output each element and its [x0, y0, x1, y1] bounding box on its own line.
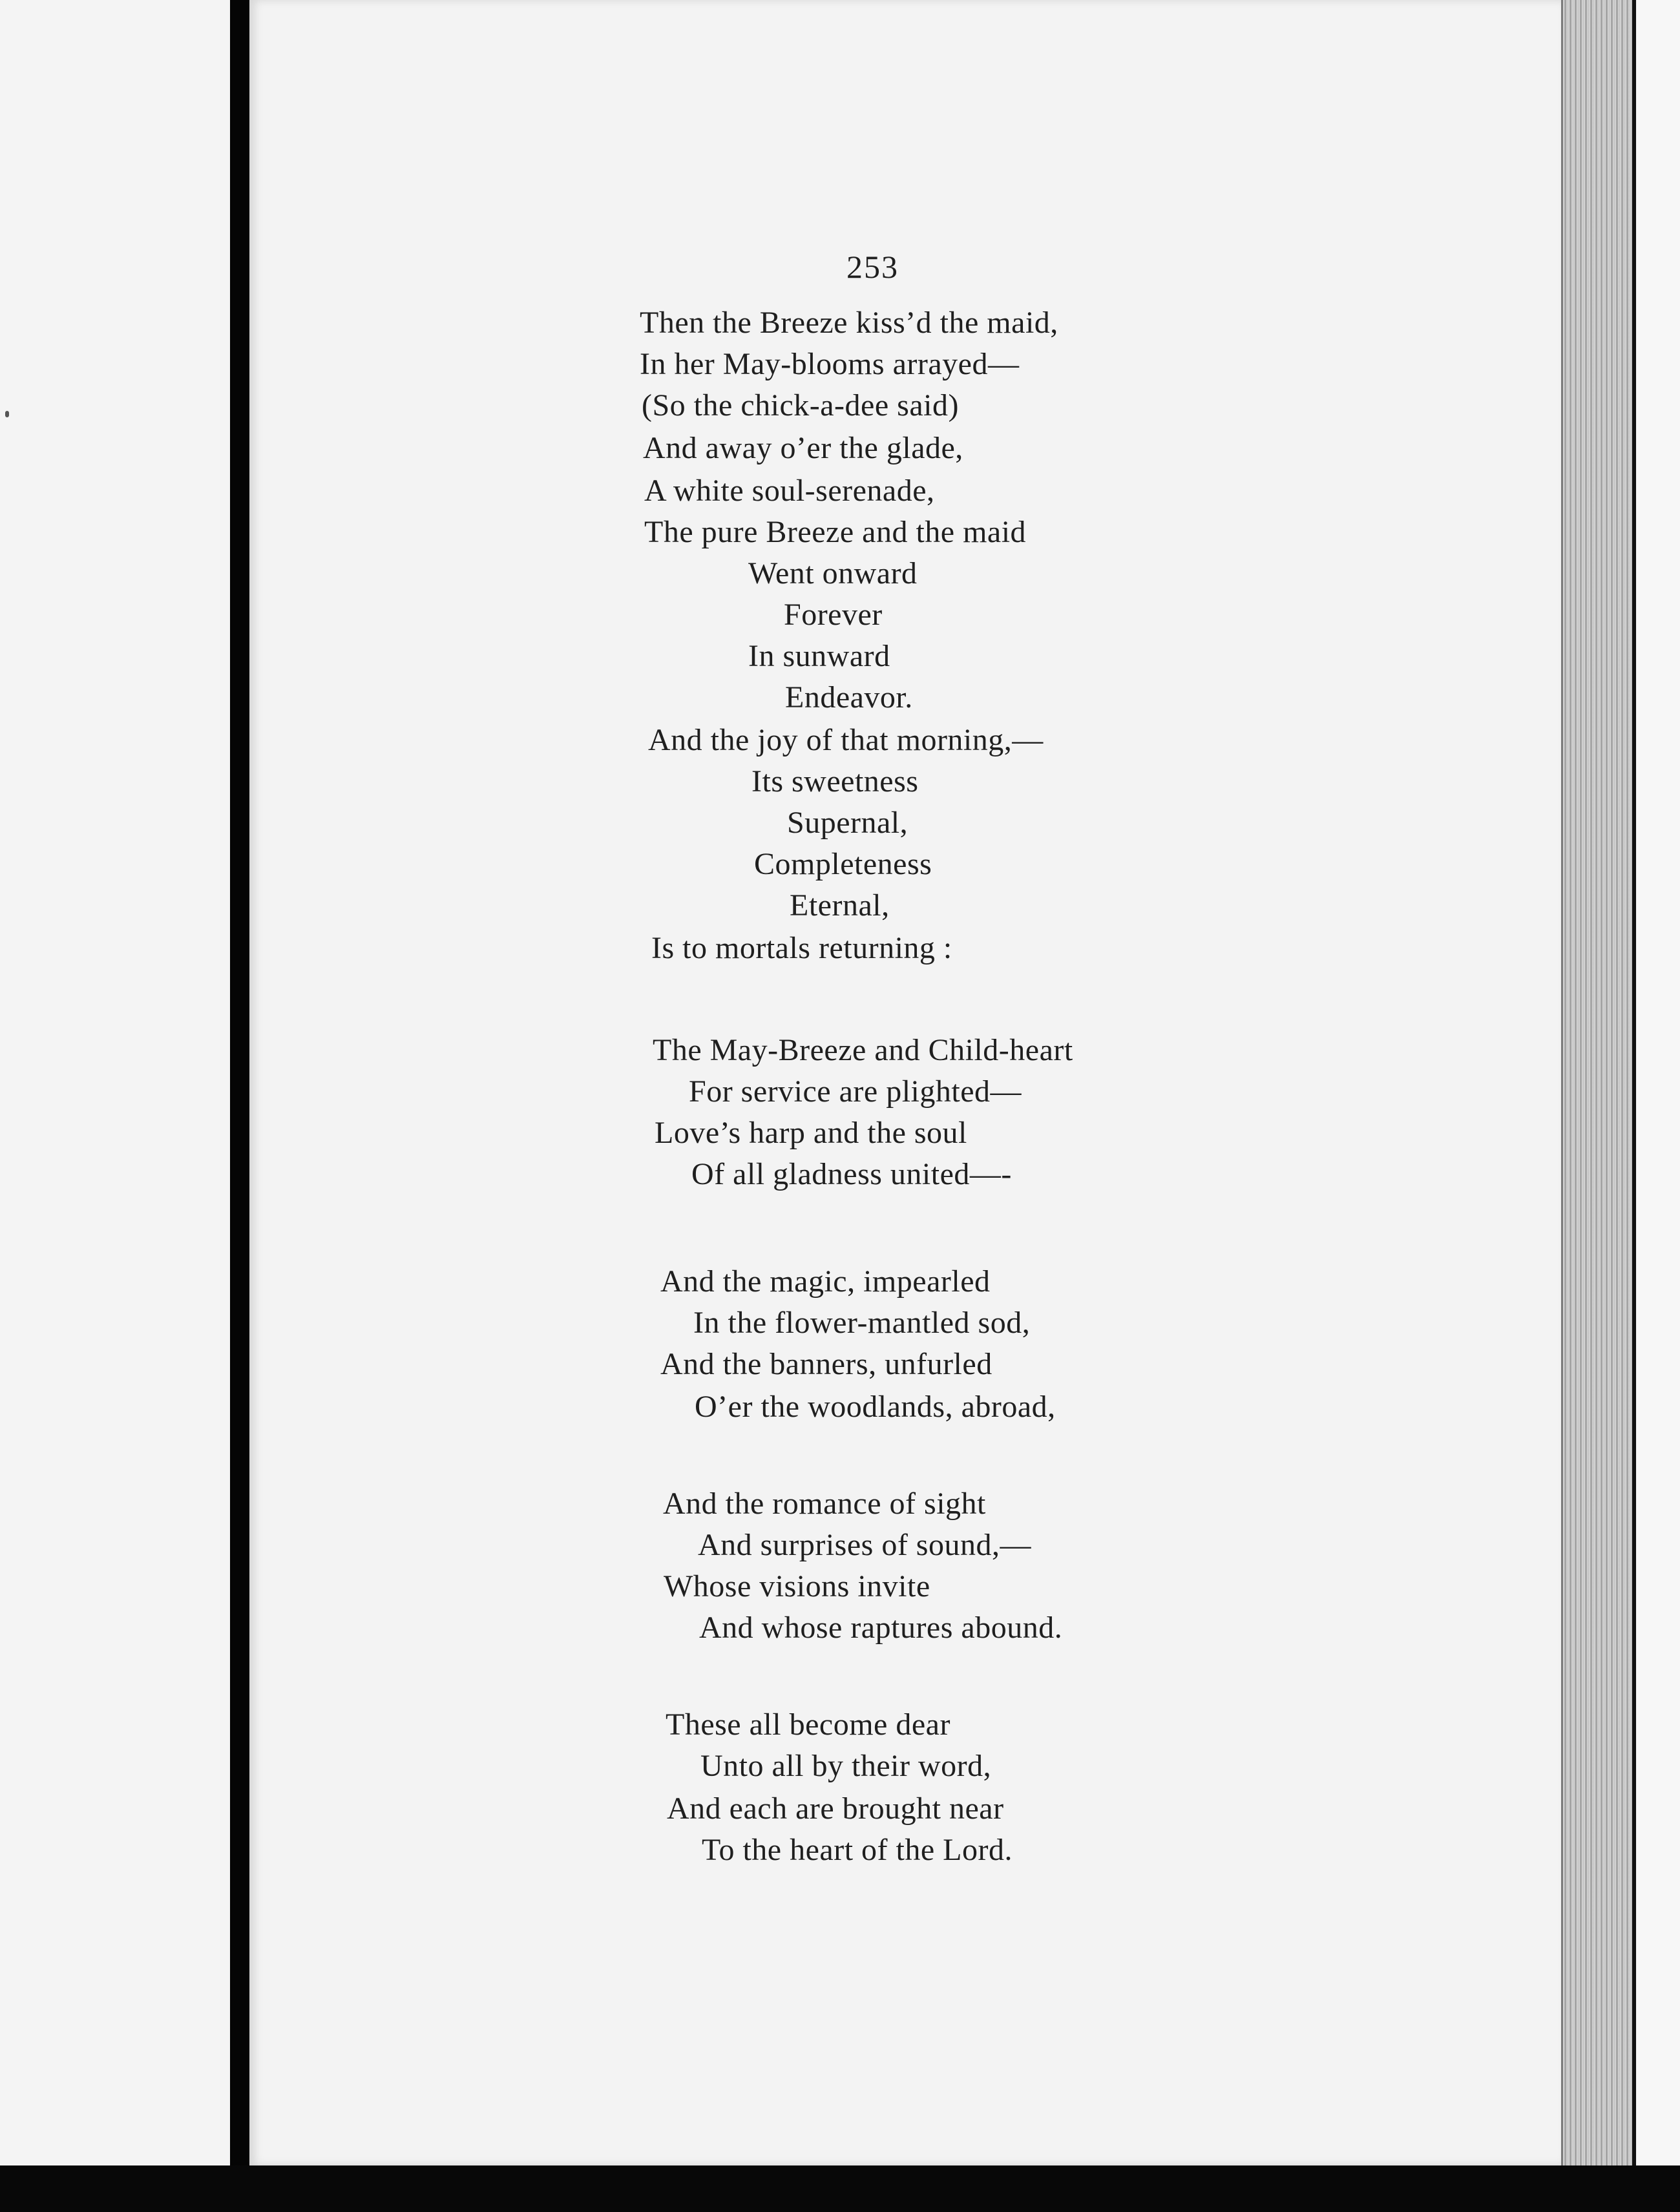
poem-line: In the flower-mantled sod,: [693, 1306, 1031, 1340]
scan-bottom-border: [0, 2165, 1680, 2212]
page-number: 253: [846, 249, 899, 285]
poem-line: And the magic, impearled: [660, 1264, 991, 1299]
poem-line: Forever: [784, 598, 883, 632]
left-page-edge: [0, 0, 233, 2165]
poem-line: (So the chick-a-dee said): [642, 388, 959, 423]
poem-line: These all become dear: [666, 1707, 950, 1742]
poem-line: Then the Breeze kiss’d the maid,: [640, 306, 1058, 340]
poem-line: Love’s harp and the soul: [655, 1116, 967, 1150]
poem-line: A white soul-serenade,: [644, 474, 935, 508]
poem-line: And whose raptures abound.: [699, 1611, 1063, 1645]
poem-line: Is to mortals returning :: [651, 931, 952, 965]
poem-line: And surprises of sound,—: [698, 1528, 1031, 1562]
poem-line: And the banners, unfurled: [660, 1347, 992, 1381]
poem-line: To the heart of the Lord.: [702, 1833, 1013, 1867]
poem-line: And the romance of sight: [663, 1487, 986, 1521]
poem-line: Of all gladness united—-: [691, 1157, 1012, 1191]
poem-line: Whose visions invite: [664, 1569, 930, 1603]
poem-line: The pure Breeze and the maid: [644, 515, 1027, 549]
poem-line: In sunward: [748, 639, 890, 673]
poem-line: For service are plighted—: [689, 1074, 1022, 1109]
poem-line: Unto all by their word,: [700, 1749, 992, 1783]
poem-line: Eternal,: [790, 888, 890, 923]
poem-line: The May-Breeze and Child-heart: [653, 1033, 1073, 1067]
poem-line: And away o’er the glade,: [643, 431, 963, 465]
book-gutter: [230, 0, 249, 2212]
poem-line: Went onward: [748, 556, 918, 590]
poem-line: And the joy of that morning,—: [648, 723, 1044, 757]
poem-line: Supernal,: [787, 806, 908, 840]
page-fore-edge: [1561, 0, 1634, 2165]
poem-line: In her May-blooms arrayed—: [640, 347, 1020, 381]
poem-line: O’er the woodlands, abroad,: [695, 1390, 1056, 1424]
poem-line: Completeness: [754, 847, 932, 881]
paper-speck: [5, 411, 9, 417]
page-outer-edge: [1632, 0, 1680, 2212]
poem-line: Its sweetness: [751, 764, 919, 798]
poem-line: Endeavor.: [785, 680, 913, 715]
poem-line: And each are brought near: [667, 1791, 1004, 1826]
